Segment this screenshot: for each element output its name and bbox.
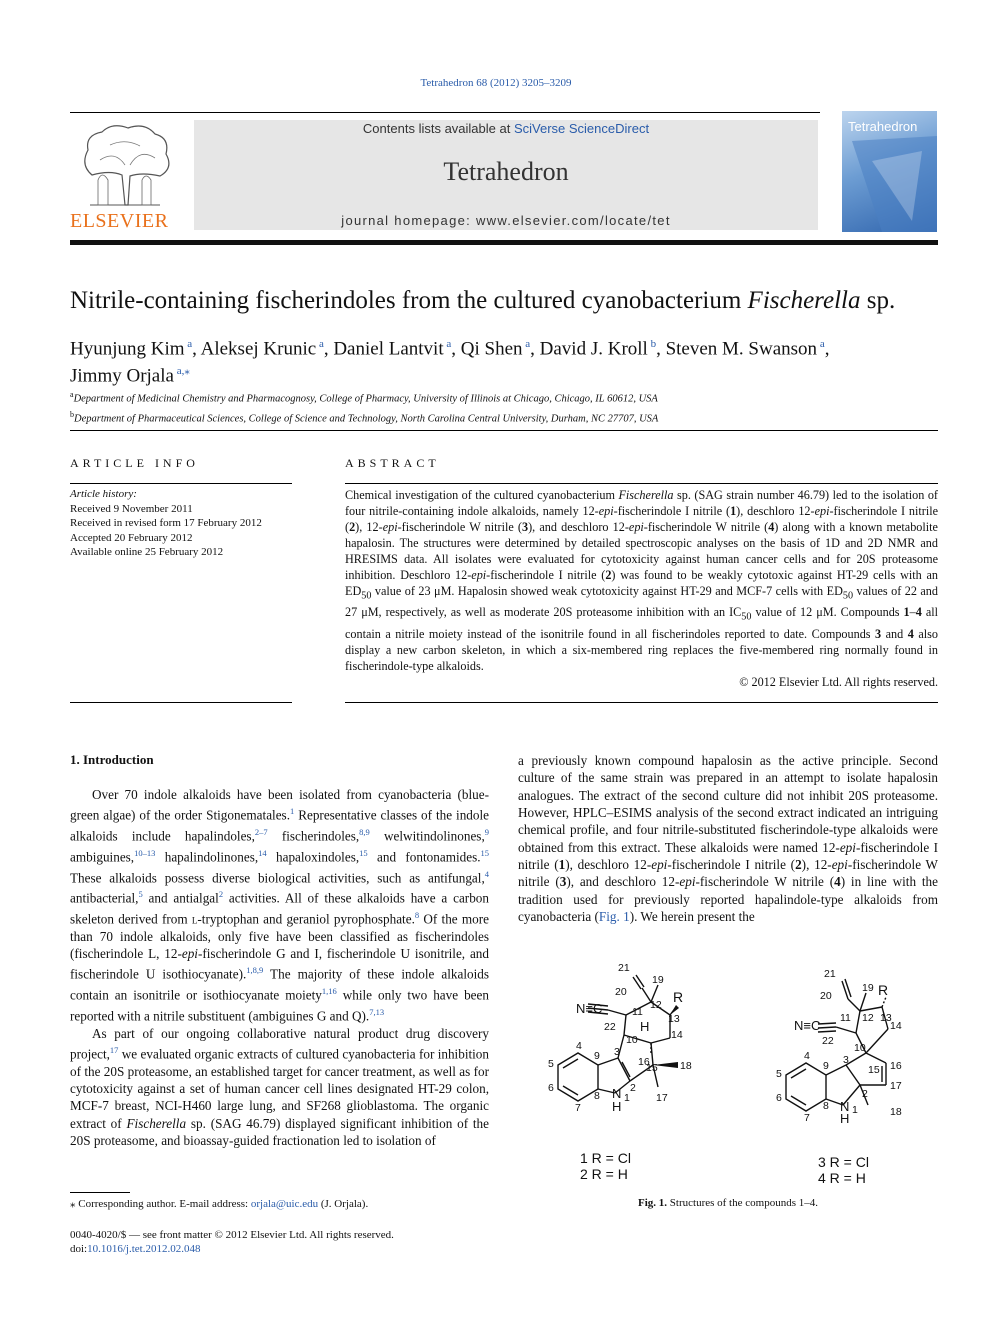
article-history-label: Article history: (70, 488, 137, 500)
label-c16: 16 (890, 1060, 902, 1072)
front-matter (70, 1228, 394, 1256)
label-c21: 21 (618, 962, 630, 974)
label-c18: 18 (890, 1106, 902, 1118)
label-c8: 8 (594, 1090, 600, 1102)
journal-cover-image (842, 111, 937, 232)
issn-copyright: 0040-4020/$ — see front matter © 2012 Elsevier Ltd. All rights reserved. (70, 1229, 394, 1241)
label-c18: 18 (680, 1060, 692, 1072)
abstract-paragraph: Chemical investigation of the cultured cyanobacterium Fischerella sp. (SAG strain number 46.79) led to the isolation of four nitrile-containing indole alkaloids, namely 12-epi-fischerindole I nitrile (1), deschloro 12-epi-fischerindole I nitrile (2), 12-epi-fischerindole W nitrile (3), and deschloro 12-epi-fischerindole W nitrile (4) along with a known metabolite hapalosin. The structures were determined by detailed spectroscopic analyses on the basis of 1D and 2D NMR and HRESIMS data. All isolates were evaluated for cytotoxicity against human cancer cells and for 20S proteasome inhibition. Deschloro 12-epi-fischerindole I nitrile (2) was found to be weakly cytotoxic against HT-29 cells with an $ED_{50}$ value of 23 μM. Hapalosin showed weak cytotoxicity against HT-29 and MCF-7 cells with $ED_{50}$ values of 22 and 27 μM, respectively, as well as moderate 20S proteasome inhibition with an $IC_{50}$ value of 12 μM. Compounds 1–4 all contain a nitrile moiety instead of the isonitrile found in all fischerindoles reported to date. Compounds 3 and 4 also display a new carbon skeleton, in which a six-membered ring replaces the five-membered ring normally found in fischerindole-type alkaloids. (345, 488, 939, 673)
label-c9: 9 (823, 1060, 829, 1072)
affiliation-rule (70, 430, 938, 431)
label-c21: 21 (824, 968, 836, 980)
author-name: Daniel Lantvit (333, 338, 444, 360)
author-name: Hyunjung Kim (70, 338, 185, 360)
author-affiliation-mark: a (316, 338, 324, 350)
intro-paragraph-1: Over 70 indole alkaloids have been isolated from cyanobacteria (blue-green algae) of the order Stigonematales.$^1$ Representative classes of the indole alkaloids include hapalindoles,$^{2-7}$ fischerindoles,$^{8,9}$ welwitindolinones,$^9$ ambiguines,$^{10-13}$ hapalindolinones,$^{14}$ hapaloxindoles,$^{15}$ and fontonamides.$^{15}$ These alkaloids possess diverse biological activities, such as antifungal,$^4$ antibacterial,$^5$ and antialgal$^2$ activities. All of these alkaloids have a carbon skeleton derived from l-tryptophan and geraniol pyrophosphate.$^8$ Of the more than 70 indole alkaloids, only five have been classified as fischerindoles (fischerindole L, 12-epi-fischerindole G and I, fischerindole U isonitrile, and fischerindole U isothiocyanate).$^{1,8,9}$ The majority of these indole alkaloids contain an isonitrile or isothiocyanate moiety$^{1,16}$ while only two have been reported with a nitrile substituent (ambiguines G and Q).$^{7,13}$ (70, 787, 490, 1024)
author-list (70, 333, 930, 388)
label-c22: 22 (604, 1021, 616, 1033)
label-c13: 13 (880, 1012, 892, 1024)
author-name: Qi Shen (460, 338, 523, 360)
contents-line (194, 121, 818, 136)
intro-paragraph-2-cont: a previously known compound hapalosin as the active principle. Second culture of the same strain was prepared in an attempt to isolate hapalosin analogues. The extract of the second culture did not inhibit 20S proteasome. However, HPLC–ESIMS analysis of the second extract indicated an intriguing chemical profile, and four nitrile-substituted fischerindole-type alkaloids were obtained from this extract. These alkaloids were named 12-epi-fischerindole I nitrile (1), deschloro 12-epi-fischerindole I nitrile (2), 12-epi-fischerindole W nitrile (3), and deschloro 12-epi-fischerindole W nitrile (4) in line with the tradition used for previously reported hapalindole-type alkaloids from cyanobacteria (Fig. 1). We herein present the (518, 753, 939, 925)
author-affiliation-mark: a,⁎ (173, 365, 190, 378)
article-info-rule-top (70, 483, 292, 484)
affiliations (70, 387, 950, 426)
label-c15: 15 (646, 1062, 658, 1074)
label-c3: 3 (843, 1054, 849, 1066)
label-c19: 19 (862, 982, 874, 994)
history-revised: Received in revised form 17 February 2012 (70, 517, 262, 529)
author-affiliation-mark: a (817, 338, 825, 350)
label-c12: 12 (862, 1012, 874, 1024)
label-c20: 20 (820, 990, 832, 1002)
label-c14: 14 (671, 1029, 683, 1041)
label-nh-h: H (612, 1099, 622, 1114)
author-separator: , (323, 338, 334, 360)
article-history (70, 487, 310, 560)
label-c17: 17 (656, 1092, 668, 1104)
label-nitrile: N≡C (794, 1018, 821, 1033)
label-c13: 13 (668, 1013, 680, 1025)
label-c16: 16 (638, 1056, 650, 1068)
label-c11: 11 (632, 1006, 643, 1018)
contents-prefix: Contents lists available at (362, 121, 514, 136)
author-affiliation-mark: a (184, 338, 193, 350)
affiliation-b: $^b$Department of Pharmaceutical Sciences, College of Science and Technology, North Carolina Central University, Durham, NC 27707, USA (70, 409, 659, 424)
label-c11: 11 (840, 1012, 851, 1024)
label-nh-n: N (612, 1086, 622, 1101)
article-info-rule-bottom (70, 702, 292, 703)
label-c6: 6 (548, 1082, 554, 1094)
author-name: Aleksej Krunic (200, 338, 317, 360)
doi-line: doi:10.1016/j.tet.2012.02.048 (70, 1243, 201, 1255)
author-separator: , (656, 338, 666, 360)
label-r: R (878, 982, 889, 998)
figure-1-label: Fig. 1. (638, 1197, 668, 1209)
label-c10: 10 (854, 1042, 866, 1054)
label-c22: 22 (822, 1035, 834, 1047)
history-accepted: Accepted 20 February 2012 (70, 531, 193, 544)
compound-1-label: 1 R = Cl (580, 1150, 631, 1166)
label-c2: 2 (862, 1088, 868, 1100)
label-h: H (640, 1019, 650, 1034)
affiliation-a: $^a$Department of Medicinal Chemistry and Pharmacognosy, College of Pharmacy, University of Illinois at Chicago, Chicago, IL 60612, USA (70, 390, 658, 405)
author-separator: , (824, 338, 830, 360)
label-c17: 17 (890, 1080, 902, 1092)
journal-title: Tetrahedron (443, 157, 569, 186)
history-received: Received 9 November 2011 (70, 502, 193, 515)
label-c4: 4 (576, 1040, 582, 1052)
author-affiliation-mark: a (443, 338, 452, 350)
journal-citation[interactable]: Tetrahedron 68 (2012) 3205–3209 (420, 77, 572, 89)
abstract-heading: ABSTRACT (345, 456, 440, 470)
compound-3-label: 3 R = Cl (818, 1154, 869, 1170)
label-c5: 5 (548, 1058, 554, 1070)
author-separator: , (451, 338, 461, 360)
label-c2: 2 (630, 1082, 636, 1094)
doi-link[interactable]: 10.1016/j.tet.2012.02.048 (87, 1243, 201, 1255)
label-n1: 1 (624, 1092, 630, 1104)
author-affiliation-mark: b (647, 338, 657, 350)
label-c15: 15 (868, 1064, 880, 1076)
history-online: Available online 25 February 2012 (70, 546, 224, 558)
label-r: R (673, 989, 684, 1005)
abstract-rule-top (345, 483, 938, 484)
label-c19: 19 (652, 974, 664, 986)
author-separator: , (192, 338, 201, 360)
label-c7: 7 (575, 1102, 581, 1114)
compound-4-label: 4 R = H (818, 1170, 866, 1185)
article-info-heading: ARTICLE INFO (70, 456, 199, 470)
label-c12: 12 (650, 999, 662, 1011)
author-name: David J. Kroll (539, 338, 648, 360)
body-column-right (518, 752, 938, 925)
label-nh-h: H (840, 1111, 850, 1126)
abstract-rule-bottom (345, 702, 938, 703)
elsevier-wordmark: ELSEVIER (70, 210, 169, 232)
body-column-left (70, 786, 489, 1149)
author-email-link[interactable]: orjala@uic.edu (250, 1198, 319, 1210)
header-thick-rule (70, 240, 938, 245)
figure-1-caption: Fig. 1. Structures of the compounds 1–4. (638, 1197, 818, 1209)
label-c5: 5 (776, 1068, 782, 1080)
label-c7: 7 (804, 1112, 810, 1124)
introduction-heading: 1. Introduction (70, 752, 154, 767)
intro-paragraph-2: As part of our ongoing collaborative natural product drug discovery project,$^{17}$ we evaluated organic extracts of cultured cyanobacteria for inhibition of the 20S proteasome, an established target for cancer treatment, as well as for cytotoxicity against a set of human cancer cell lines designated HT-29 colon, MCF-7 breast, NCI-H460 large lung, and SF268 glioblastoma. The organic extract of Fischerella sp. (SAG 46.79) displayed significant inhibition of the 20S proteasome, and bioassay-guided fractionation led to isolation of (70, 1025, 490, 1149)
elsevier-logo (70, 120, 180, 232)
abstract-text (345, 487, 938, 690)
journal-homepage[interactable]: journal homepage: www.elsevier.com/locate/tet (341, 213, 671, 228)
author-affiliation-mark: a (522, 338, 531, 350)
label-n1: 1 (852, 1104, 858, 1116)
label-c10: 10 (626, 1034, 638, 1046)
cover-title: Tetrahedron (848, 119, 918, 134)
label-c9: 9 (594, 1050, 600, 1062)
label-nitrile: N≡C (576, 1001, 603, 1016)
compound-2-label: 2 R = H (580, 1166, 628, 1182)
label-c4: 4 (804, 1050, 810, 1062)
label-c6: 6 (776, 1092, 782, 1104)
label-c20: 20 (615, 986, 627, 998)
sciencedirect-link[interactable]: SciVerse ScienceDirect (513, 121, 650, 136)
footnote-rule (70, 1192, 130, 1193)
label-c14: 14 (890, 1020, 902, 1032)
abstract-copyright: © 2012 Elsevier Ltd. All rights reserved. (739, 674, 938, 689)
label-c8: 8 (823, 1100, 829, 1112)
label-c3: 3 (614, 1046, 620, 1058)
author-name: Steven M. Swanson (665, 338, 818, 360)
author-separator: , (530, 338, 540, 360)
figure-1-structures (518, 955, 938, 1185)
article-title: Nitrile-containing fischerindoles from the cultured cyanobacterium Fischerella sp. (70, 287, 896, 314)
author-name: Jimmy Orjala (70, 365, 174, 387)
corresponding-author-footnote: ⁎ Corresponding author. E-mail address: orjala@uic.edu (J. Orjala). (70, 1198, 369, 1210)
header-rule (70, 112, 820, 113)
label-nh-n: N (840, 1099, 850, 1114)
